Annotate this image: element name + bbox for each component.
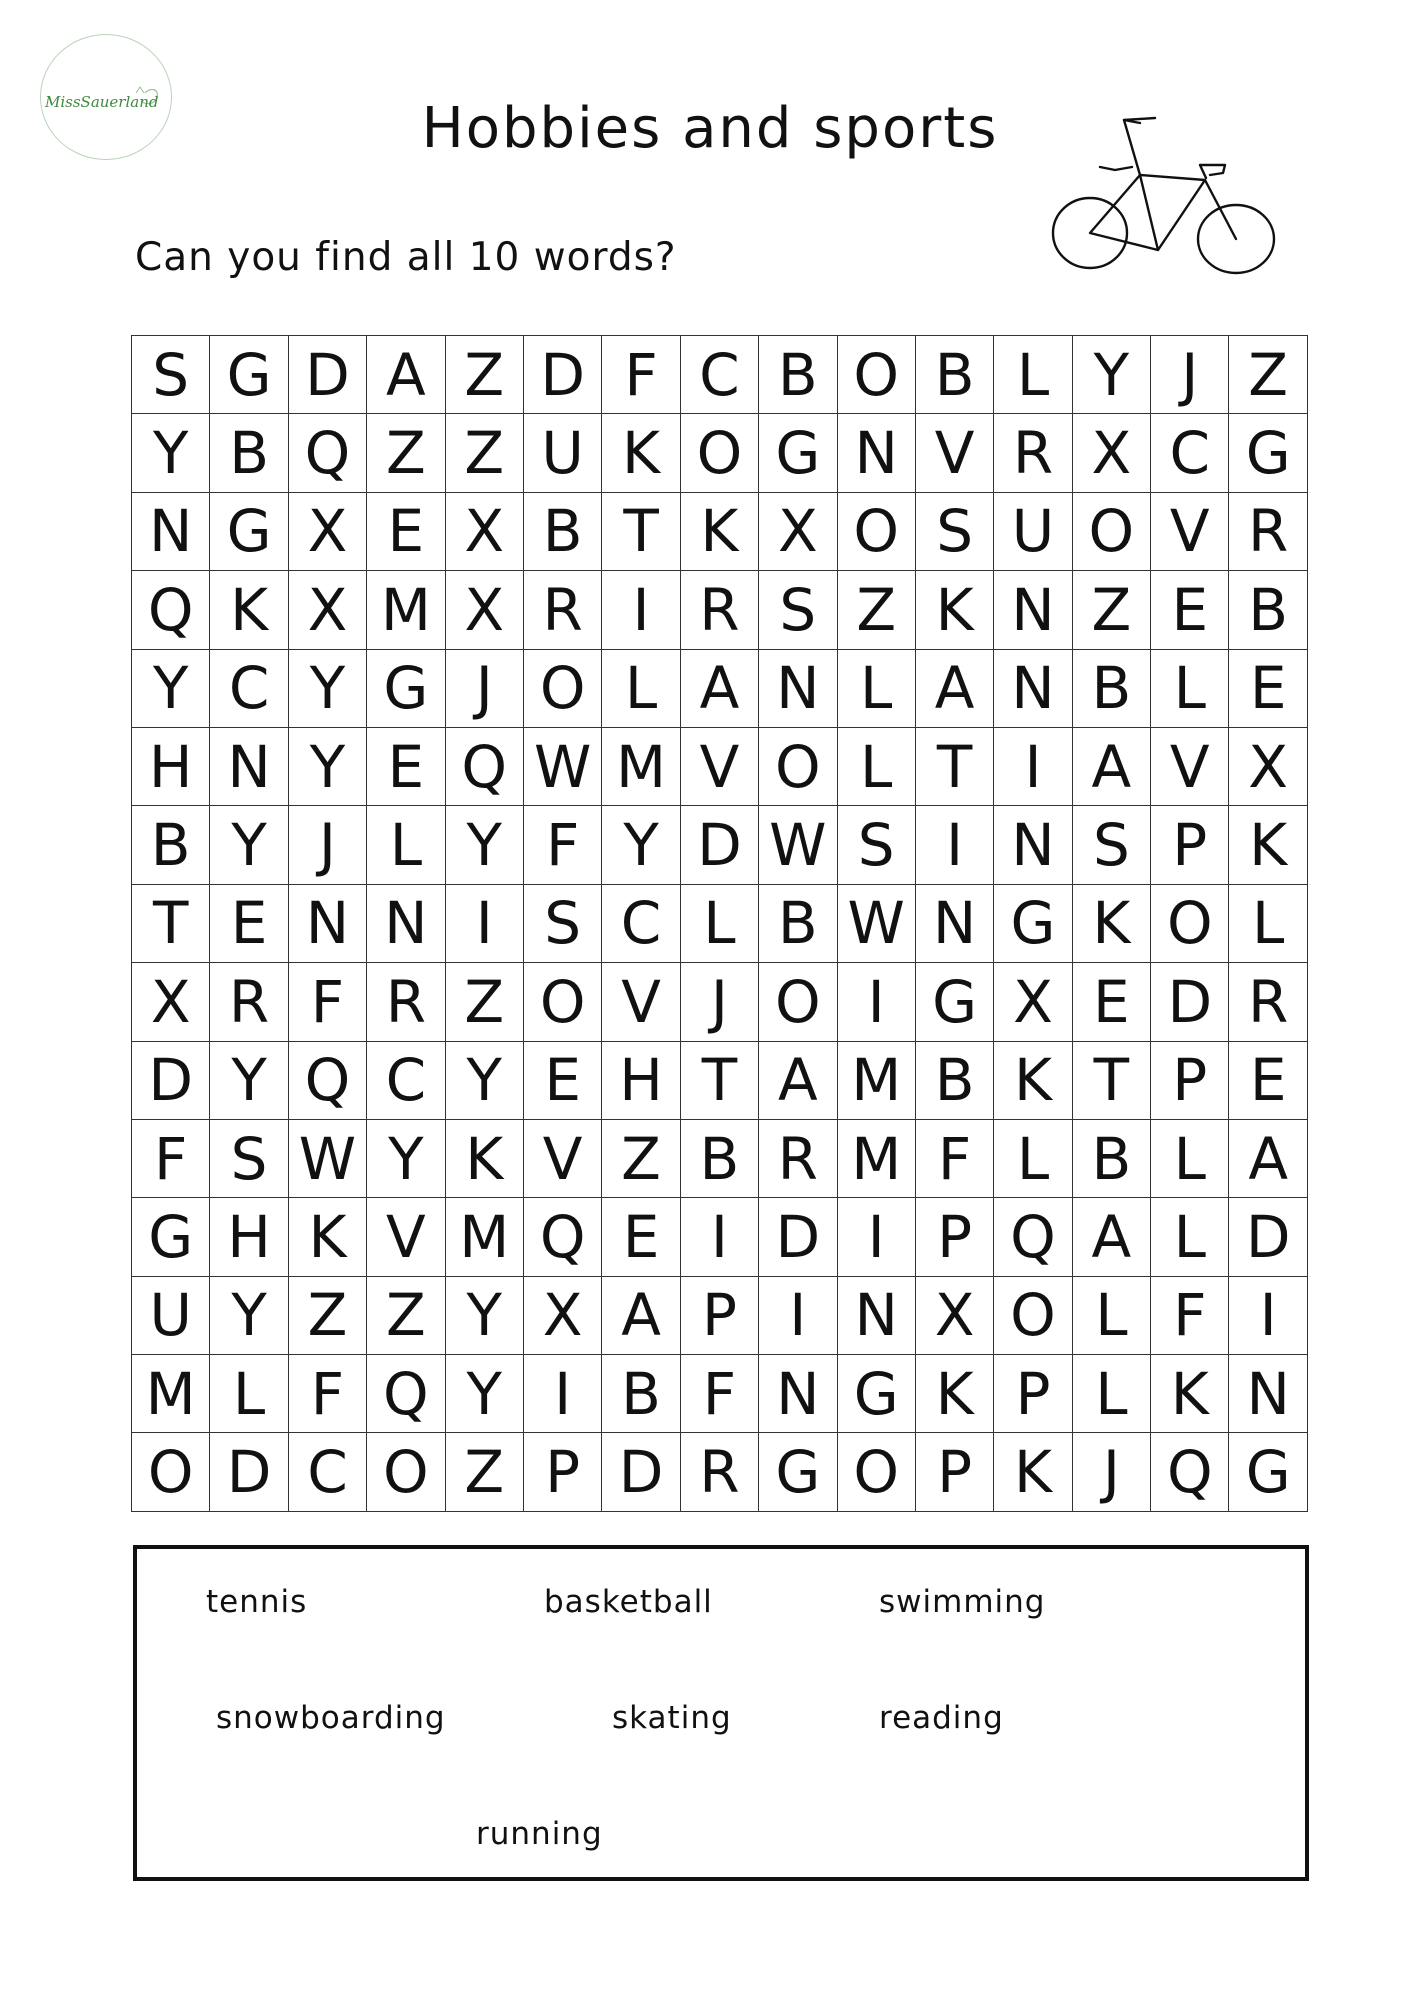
grid-cell[interactable]: T bbox=[602, 493, 680, 571]
grid-cell[interactable]: J bbox=[446, 650, 524, 728]
grid-cell[interactable]: K bbox=[681, 493, 759, 571]
grid-cell[interactable]: C bbox=[681, 336, 759, 414]
grid-cell[interactable]: Y bbox=[446, 1355, 524, 1433]
grid-cell[interactable]: P bbox=[1151, 1042, 1229, 1120]
grid-cell[interactable]: Q bbox=[446, 728, 524, 806]
grid-cell[interactable]: F bbox=[132, 1120, 210, 1198]
grid-cell[interactable]: Q bbox=[367, 1355, 445, 1433]
grid-cell[interactable]: V bbox=[1151, 728, 1229, 806]
grid-cell[interactable]: C bbox=[289, 1433, 367, 1511]
grid-cell[interactable]: P bbox=[994, 1355, 1072, 1433]
grid-cell[interactable]: K bbox=[446, 1120, 524, 1198]
grid-cell[interactable]: O bbox=[759, 728, 837, 806]
grid-cell[interactable]: L bbox=[210, 1355, 288, 1433]
grid-cell[interactable]: G bbox=[132, 1198, 210, 1276]
grid-cell[interactable]: R bbox=[367, 963, 445, 1041]
grid-cell[interactable]: D bbox=[1151, 963, 1229, 1041]
grid-cell[interactable]: O bbox=[838, 493, 916, 571]
grid-cell[interactable]: L bbox=[1073, 1277, 1151, 1355]
logo bbox=[40, 34, 172, 160]
grid-cell[interactable]: Y bbox=[210, 1042, 288, 1120]
grid-cell[interactable]: I bbox=[524, 1355, 602, 1433]
grid-cell[interactable]: D bbox=[289, 336, 367, 414]
grid-cell[interactable]: F bbox=[524, 806, 602, 884]
grid-cell[interactable]: B bbox=[759, 336, 837, 414]
grid-cell[interactable]: K bbox=[994, 1433, 1072, 1511]
grid-cell[interactable]: K bbox=[289, 1198, 367, 1276]
grid-cell[interactable]: Q bbox=[289, 1042, 367, 1120]
grid-cell[interactable]: J bbox=[681, 963, 759, 1041]
grid-cell[interactable]: N bbox=[367, 885, 445, 963]
grid-cell[interactable]: I bbox=[1229, 1277, 1307, 1355]
grid-cell[interactable]: A bbox=[1073, 1198, 1151, 1276]
grid-cell[interactable]: D bbox=[132, 1042, 210, 1120]
grid-cell[interactable]: N bbox=[759, 650, 837, 728]
grid-cell[interactable]: I bbox=[838, 963, 916, 1041]
grid-cell[interactable]: K bbox=[994, 1042, 1072, 1120]
grid-cell[interactable]: Z bbox=[1073, 571, 1151, 649]
grid-cell[interactable]: L bbox=[1151, 1120, 1229, 1198]
grid-cell[interactable]: P bbox=[916, 1198, 994, 1276]
grid-cell[interactable]: E bbox=[1229, 1042, 1307, 1120]
grid-cell[interactable]: Y bbox=[210, 1277, 288, 1355]
grid-cell[interactable]: F bbox=[916, 1120, 994, 1198]
grid-cell[interactable]: Y bbox=[446, 1277, 524, 1355]
grid-cell[interactable]: G bbox=[1229, 414, 1307, 492]
grid-cell[interactable]: B bbox=[210, 414, 288, 492]
word-item: snowboarding bbox=[216, 1700, 446, 1736]
grid-cell[interactable]: G bbox=[838, 1355, 916, 1433]
grid-cell[interactable]: R bbox=[681, 571, 759, 649]
grid-cell[interactable]: F bbox=[602, 336, 680, 414]
grid-cell[interactable]: M bbox=[446, 1198, 524, 1276]
grid-cell[interactable]: O bbox=[524, 963, 602, 1041]
grid-cell[interactable]: X bbox=[289, 493, 367, 571]
grid-cell[interactable]: I bbox=[681, 1198, 759, 1276]
grid-cell[interactable]: G bbox=[367, 650, 445, 728]
grid-cell[interactable]: O bbox=[1073, 493, 1151, 571]
word-item: basketball bbox=[544, 1584, 713, 1620]
grid-cell[interactable]: Y bbox=[367, 1120, 445, 1198]
grid-cell[interactable]: Y bbox=[446, 806, 524, 884]
grid-cell[interactable]: S bbox=[916, 493, 994, 571]
grid-cell[interactable]: G bbox=[210, 493, 288, 571]
grid-cell[interactable]: N bbox=[289, 885, 367, 963]
grid-cell[interactable]: X bbox=[1229, 728, 1307, 806]
grid-cell[interactable]: Y bbox=[289, 728, 367, 806]
grid-cell[interactable]: K bbox=[916, 571, 994, 649]
grid-cell[interactable]: A bbox=[367, 336, 445, 414]
grid-cell[interactable]: Y bbox=[602, 806, 680, 884]
grid-cell[interactable]: G bbox=[994, 885, 1072, 963]
grid-cell[interactable]: R bbox=[994, 414, 1072, 492]
grid-cell[interactable]: P bbox=[524, 1433, 602, 1511]
grid-cell[interactable]: Z bbox=[367, 1277, 445, 1355]
grid-cell[interactable]: U bbox=[132, 1277, 210, 1355]
grid-cell[interactable]: B bbox=[1229, 571, 1307, 649]
grid-cell[interactable]: I bbox=[916, 806, 994, 884]
grid-cell[interactable]: X bbox=[446, 571, 524, 649]
grid-cell[interactable]: Z bbox=[446, 1433, 524, 1511]
grid-cell[interactable]: S bbox=[1073, 806, 1151, 884]
grid-cell[interactable]: O bbox=[367, 1433, 445, 1511]
grid-cell[interactable]: Z bbox=[289, 1277, 367, 1355]
word-item: skating bbox=[612, 1700, 732, 1736]
grid-cell[interactable]: Y bbox=[210, 806, 288, 884]
grid-cell[interactable]: B bbox=[1073, 1120, 1151, 1198]
grid-cell[interactable]: A bbox=[759, 1042, 837, 1120]
grid-cell[interactable]: E bbox=[1073, 963, 1151, 1041]
grid-cell[interactable]: Z bbox=[446, 414, 524, 492]
grid-cell[interactable]: L bbox=[838, 728, 916, 806]
grid-cell[interactable]: X bbox=[289, 571, 367, 649]
grid-cell[interactable]: A bbox=[681, 650, 759, 728]
grid-cell[interactable]: B bbox=[524, 493, 602, 571]
word-item: tennis bbox=[206, 1584, 308, 1620]
grid-cell[interactable]: V bbox=[367, 1198, 445, 1276]
grid-cell[interactable]: I bbox=[838, 1198, 916, 1276]
grid-cell[interactable]: G bbox=[759, 414, 837, 492]
grid-cell[interactable]: Y bbox=[289, 650, 367, 728]
grid-cell[interactable]: W bbox=[838, 885, 916, 963]
grid-cell[interactable]: O bbox=[759, 963, 837, 1041]
grid-cell[interactable]: C bbox=[1151, 414, 1229, 492]
grid-cell[interactable]: X bbox=[132, 963, 210, 1041]
grid-cell[interactable]: Z bbox=[367, 414, 445, 492]
grid-cell[interactable]: E bbox=[1229, 650, 1307, 728]
grid-cell[interactable]: X bbox=[994, 963, 1072, 1041]
grid-cell[interactable]: U bbox=[994, 493, 1072, 571]
grid-cell[interactable]: S bbox=[210, 1120, 288, 1198]
word-item: swimming bbox=[879, 1584, 1046, 1620]
grid-cell[interactable]: X bbox=[916, 1277, 994, 1355]
grid-cell[interactable]: Q bbox=[289, 414, 367, 492]
grid-cell[interactable]: M bbox=[838, 1042, 916, 1120]
grid-cell[interactable]: I bbox=[602, 571, 680, 649]
grid-cell[interactable]: W bbox=[524, 728, 602, 806]
grid-cell[interactable]: J bbox=[1151, 336, 1229, 414]
grid-cell[interactable]: A bbox=[602, 1277, 680, 1355]
grid-cell[interactable]: A bbox=[1073, 728, 1151, 806]
grid-cell[interactable]: X bbox=[524, 1277, 602, 1355]
grid-cell[interactable]: O bbox=[524, 650, 602, 728]
grid-cell[interactable]: K bbox=[1073, 885, 1151, 963]
grid-cell[interactable]: R bbox=[759, 1120, 837, 1198]
grid-cell[interactable]: E bbox=[367, 493, 445, 571]
grid-cell[interactable]: Q bbox=[132, 571, 210, 649]
word-item: reading bbox=[879, 1700, 1004, 1736]
grid-cell[interactable]: B bbox=[1073, 650, 1151, 728]
grid-cell[interactable]: E bbox=[210, 885, 288, 963]
grid-cell[interactable]: K bbox=[1151, 1355, 1229, 1433]
grid-cell[interactable]: N bbox=[916, 885, 994, 963]
grid-cell[interactable]: R bbox=[524, 571, 602, 649]
grid-cell[interactable]: M bbox=[602, 728, 680, 806]
grid-cell[interactable]: A bbox=[916, 650, 994, 728]
grid-cell[interactable]: Z bbox=[838, 571, 916, 649]
grid-cell[interactable]: K bbox=[602, 414, 680, 492]
grid-cell[interactable]: O bbox=[994, 1277, 1072, 1355]
grid-cell[interactable]: N bbox=[838, 414, 916, 492]
grid-cell[interactable]: D bbox=[602, 1433, 680, 1511]
grid-cell[interactable]: Y bbox=[1073, 336, 1151, 414]
grid-cell[interactable]: N bbox=[759, 1355, 837, 1433]
page-title: Hobbies and sports bbox=[421, 96, 999, 161]
grid-cell[interactable]: G bbox=[759, 1433, 837, 1511]
grid-cell[interactable]: L bbox=[602, 650, 680, 728]
grid-cell[interactable]: M bbox=[132, 1355, 210, 1433]
grid-cell[interactable]: W bbox=[289, 1120, 367, 1198]
grid-cell[interactable]: L bbox=[994, 336, 1072, 414]
grid-cell[interactable]: S bbox=[132, 336, 210, 414]
grid-cell[interactable]: L bbox=[1229, 885, 1307, 963]
grid-cell[interactable]: L bbox=[1073, 1355, 1151, 1433]
grid-cell[interactable]: I bbox=[446, 885, 524, 963]
grid-cell[interactable]: H bbox=[132, 728, 210, 806]
grid-cell[interactable]: Z bbox=[446, 963, 524, 1041]
grid-cell[interactable]: I bbox=[759, 1277, 837, 1355]
grid-cell[interactable]: K bbox=[916, 1355, 994, 1433]
grid-cell[interactable]: K bbox=[1229, 806, 1307, 884]
grid-cell[interactable]: K bbox=[210, 571, 288, 649]
grid-cell[interactable]: X bbox=[1073, 414, 1151, 492]
grid-cell[interactable]: L bbox=[1151, 1198, 1229, 1276]
grid-cell[interactable]: L bbox=[681, 885, 759, 963]
grid-cell[interactable]: B bbox=[602, 1355, 680, 1433]
grid-cell[interactable]: L bbox=[367, 806, 445, 884]
grid-cell[interactable]: D bbox=[759, 1198, 837, 1276]
grid-cell[interactable]: O bbox=[838, 336, 916, 414]
grid-cell[interactable]: X bbox=[759, 493, 837, 571]
grid-cell[interactable]: Y bbox=[446, 1042, 524, 1120]
grid-cell[interactable]: C bbox=[367, 1042, 445, 1120]
grid-cell[interactable]: R bbox=[1229, 493, 1307, 571]
grid-cell[interactable]: P bbox=[1151, 806, 1229, 884]
grid-cell[interactable]: O bbox=[132, 1433, 210, 1511]
grid-cell[interactable]: J bbox=[1073, 1433, 1151, 1511]
instructions: Can you find all 10 words? bbox=[135, 235, 677, 280]
grid-cell[interactable]: C bbox=[210, 650, 288, 728]
grid-cell[interactable]: B bbox=[681, 1120, 759, 1198]
grid-cell[interactable]: U bbox=[524, 414, 602, 492]
grid-cell[interactable]: N bbox=[994, 571, 1072, 649]
grid-cell[interactable]: H bbox=[602, 1042, 680, 1120]
grid-cell[interactable]: S bbox=[759, 571, 837, 649]
grid-cell[interactable]: Y bbox=[132, 414, 210, 492]
grid-cell[interactable]: T bbox=[681, 1042, 759, 1120]
grid-cell[interactable]: A bbox=[1229, 1120, 1307, 1198]
grid-cell[interactable]: M bbox=[367, 571, 445, 649]
grid-cell[interactable]: F bbox=[1151, 1277, 1229, 1355]
bicycle-icon bbox=[1040, 115, 1280, 299]
grid-cell[interactable]: F bbox=[289, 963, 367, 1041]
grid-cell[interactable]: S bbox=[524, 885, 602, 963]
grid-cell[interactable]: D bbox=[524, 336, 602, 414]
grid-cell[interactable]: O bbox=[838, 1433, 916, 1511]
grid-cell[interactable]: Y bbox=[132, 650, 210, 728]
grid-cell[interactable]: Z bbox=[1229, 336, 1307, 414]
grid-cell[interactable]: R bbox=[1229, 963, 1307, 1041]
grid-cell[interactable]: N bbox=[994, 650, 1072, 728]
svg-text:MissSauerland: MissSauerland bbox=[45, 93, 159, 111]
grid-cell[interactable]: L bbox=[1151, 650, 1229, 728]
grid-cell[interactable]: V bbox=[681, 728, 759, 806]
grid-cell[interactable]: H bbox=[210, 1198, 288, 1276]
grid-cell[interactable]: T bbox=[916, 728, 994, 806]
grid-cell[interactable]: V bbox=[1151, 493, 1229, 571]
grid-cell[interactable]: L bbox=[838, 650, 916, 728]
grid-cell[interactable]: D bbox=[681, 806, 759, 884]
grid-cell[interactable]: D bbox=[210, 1433, 288, 1511]
grid-cell[interactable]: E bbox=[602, 1198, 680, 1276]
grid-cell[interactable]: F bbox=[289, 1355, 367, 1433]
word-list-box bbox=[133, 1545, 1309, 1881]
grid-cell[interactable]: Z bbox=[602, 1120, 680, 1198]
grid-cell[interactable]: G bbox=[210, 336, 288, 414]
grid-cell[interactable]: B bbox=[916, 336, 994, 414]
grid-cell[interactable]: N bbox=[210, 728, 288, 806]
grid-cell[interactable]: Q bbox=[994, 1198, 1072, 1276]
grid-cell[interactable]: R bbox=[210, 963, 288, 1041]
grid-cell[interactable]: F bbox=[681, 1355, 759, 1433]
grid-cell[interactable]: G bbox=[916, 963, 994, 1041]
grid-cell[interactable]: V bbox=[916, 414, 994, 492]
grid-cell[interactable]: N bbox=[1229, 1355, 1307, 1433]
grid-cell[interactable]: E bbox=[1151, 571, 1229, 649]
grid-cell[interactable]: V bbox=[602, 963, 680, 1041]
grid-cell[interactable]: N bbox=[838, 1277, 916, 1355]
grid-cell[interactable]: I bbox=[994, 728, 1072, 806]
grid-cell[interactable]: C bbox=[602, 885, 680, 963]
grid-cell[interactable]: M bbox=[838, 1120, 916, 1198]
grid-cell[interactable]: B bbox=[759, 885, 837, 963]
grid-cell[interactable]: Q bbox=[1151, 1433, 1229, 1511]
letter-grid[interactable] bbox=[131, 335, 1308, 1512]
grid-cell[interactable]: D bbox=[1229, 1198, 1307, 1276]
grid-cell[interactable]: Q bbox=[524, 1198, 602, 1276]
grid-cell[interactable]: J bbox=[289, 806, 367, 884]
grid-cell[interactable]: E bbox=[524, 1042, 602, 1120]
grid-cell[interactable]: O bbox=[681, 414, 759, 492]
grid-cell[interactable]: N bbox=[132, 493, 210, 571]
grid-cell[interactable]: V bbox=[524, 1120, 602, 1198]
grid-cell[interactable]: T bbox=[1073, 1042, 1151, 1120]
word-item: running bbox=[476, 1816, 603, 1852]
grid-cell[interactable]: L bbox=[994, 1120, 1072, 1198]
grid-cell[interactable]: E bbox=[367, 728, 445, 806]
grid-cell[interactable]: N bbox=[994, 806, 1072, 884]
grid-cell[interactable]: P bbox=[681, 1277, 759, 1355]
grid-cell[interactable]: R bbox=[681, 1433, 759, 1511]
grid-cell[interactable]: P bbox=[916, 1433, 994, 1511]
grid-cell[interactable]: X bbox=[446, 493, 524, 571]
grid-cell[interactable]: O bbox=[1151, 885, 1229, 963]
grid-cell[interactable]: S bbox=[838, 806, 916, 884]
grid-cell[interactable]: T bbox=[132, 885, 210, 963]
grid-cell[interactable]: Z bbox=[446, 336, 524, 414]
grid-cell[interactable]: W bbox=[759, 806, 837, 884]
grid-cell[interactable]: B bbox=[916, 1042, 994, 1120]
grid-cell[interactable]: B bbox=[132, 806, 210, 884]
grid-cell[interactable]: G bbox=[1229, 1433, 1307, 1511]
